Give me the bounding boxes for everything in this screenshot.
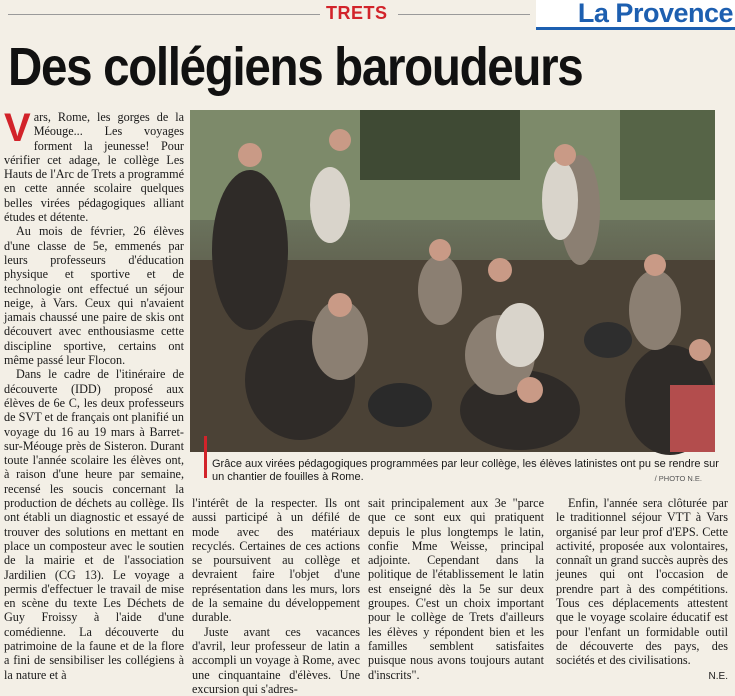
- article-column-1: [4, 106, 184, 688]
- paragraph: Au mois de février, 26 élèves d'une classe de 5e, emmenés par leurs professeurs d'éducation physique et sportive et de technologie ont effectué un séjour neige, à Vars. Ceux qui n'avaient jamais chaussé une paire de skis ont découvert avec enthousiasme cette discipline sportive, certains ont même passé leur Flocon.: [4, 224, 184, 368]
- article-column-4: [556, 496, 728, 688]
- article-photo: [190, 110, 715, 452]
- paragraph: Enfin, l'année sera clôturée par le traditionnel séjour VTT à Vars organisé par leur prof d'EPS. Cette activité, proposée aux volontaires, connaît un grand succès auprès des jeunes qui ont l'occasion de prendre part à des compétitions. Tous ces déplacements attestent que le voyage scolaire éducatif est pour l'enfant un formidable outil de découverte des pays, des sociétés et des civilisations.: [556, 496, 728, 668]
- header-rule-right: [398, 14, 530, 15]
- headline: Des collégiens baroudeurs: [8, 37, 583, 97]
- paragraph: sait principalement aux 3e "parce que ce sont eux qui pratiquent depuis le plus longtemps le latin, confie Mme Weisse, principal adjointe. Cependant dans la politique de l'établissement le latin est enseigné dès la 5e sur deux groupes. C'est un choix important pour le collège de Trets d'ailleurs les élèves y répondent bien et les familles semblent satisfaites puisque nous avons toujours autant d'inscrits".: [368, 496, 544, 682]
- top-bar: [0, 0, 735, 34]
- paragraph: Dans le cadre de l'itinéraire de découverte (IDD) proposé aux élèves de 6e C, les deux professeurs de SVT et de français ont planifié un voyage du 16 au 19 mars à Barret-sur-Méouge près de Sisteron. Durant toute l'année scolaire les élèves ont, à raison d'une heure par semaine, recensé les soucis concernant la production de déchets au collège. Ils ont établi un diagnostic et essayé de trouver des solutions en mettant en place un composteur avec le soutien de la mairie et de l'association Jardilien (CG 13). Le voyage a permis d'effectuer le travail de mise en scène du texte Les Déchets de Guy Froissy à l'aide d'une comédienne. La découverte du patrimoine de la faune et de la flore a fini de sensibiliser les collégiens à la nature et à: [4, 367, 184, 682]
- dropcap: V: [4, 106, 31, 150]
- article-column-2: [192, 496, 360, 696]
- photo-credit: / PHOTO N.E.: [654, 474, 702, 483]
- photo-caption: [212, 458, 722, 484]
- caption-accent-bar: [204, 436, 207, 478]
- author-signature: N.E.: [708, 670, 728, 682]
- paragraph: l'intérêt de la respecter. Ils ont aussi participé à un défilé de mode avec des matériaux recyclés. Certaines de ces actions se poursuivent au collège et devraient faire l'objet d'une représentation dans les murs, lors de la semaine du développement durable.: [192, 496, 360, 625]
- caption-text: Grâce aux virées pédagogiques programmées par leur collège, les élèves latinistes ont pu se rendre sur un chantier de fouilles à Rome.: [212, 458, 719, 483]
- newspaper-logo: [536, 0, 735, 30]
- paragraph: Juste avant ces vacances d'avril, leur professeur de latin a accompli un voyage à Rome, avec une cinquantaine d'élèves. Une excursion qui s'adres-: [192, 624, 360, 696]
- newspaper-logo-text: La Provence: [577, 0, 733, 28]
- paragraph: ars, Rome, les gorges de la Méouge... Les voyages forment la jeunesse! Pour vérifier cet adage, le collège Les Hauts de l'Arc de Trets a programmé en cette année scolaire quelques belles virées pédagogiques alliant études et détente.: [4, 110, 184, 225]
- photo-illustration: [190, 110, 715, 452]
- section-label: TRETS: [326, 3, 388, 23]
- article-column-3: [368, 496, 544, 688]
- header-rule-left: [8, 14, 320, 15]
